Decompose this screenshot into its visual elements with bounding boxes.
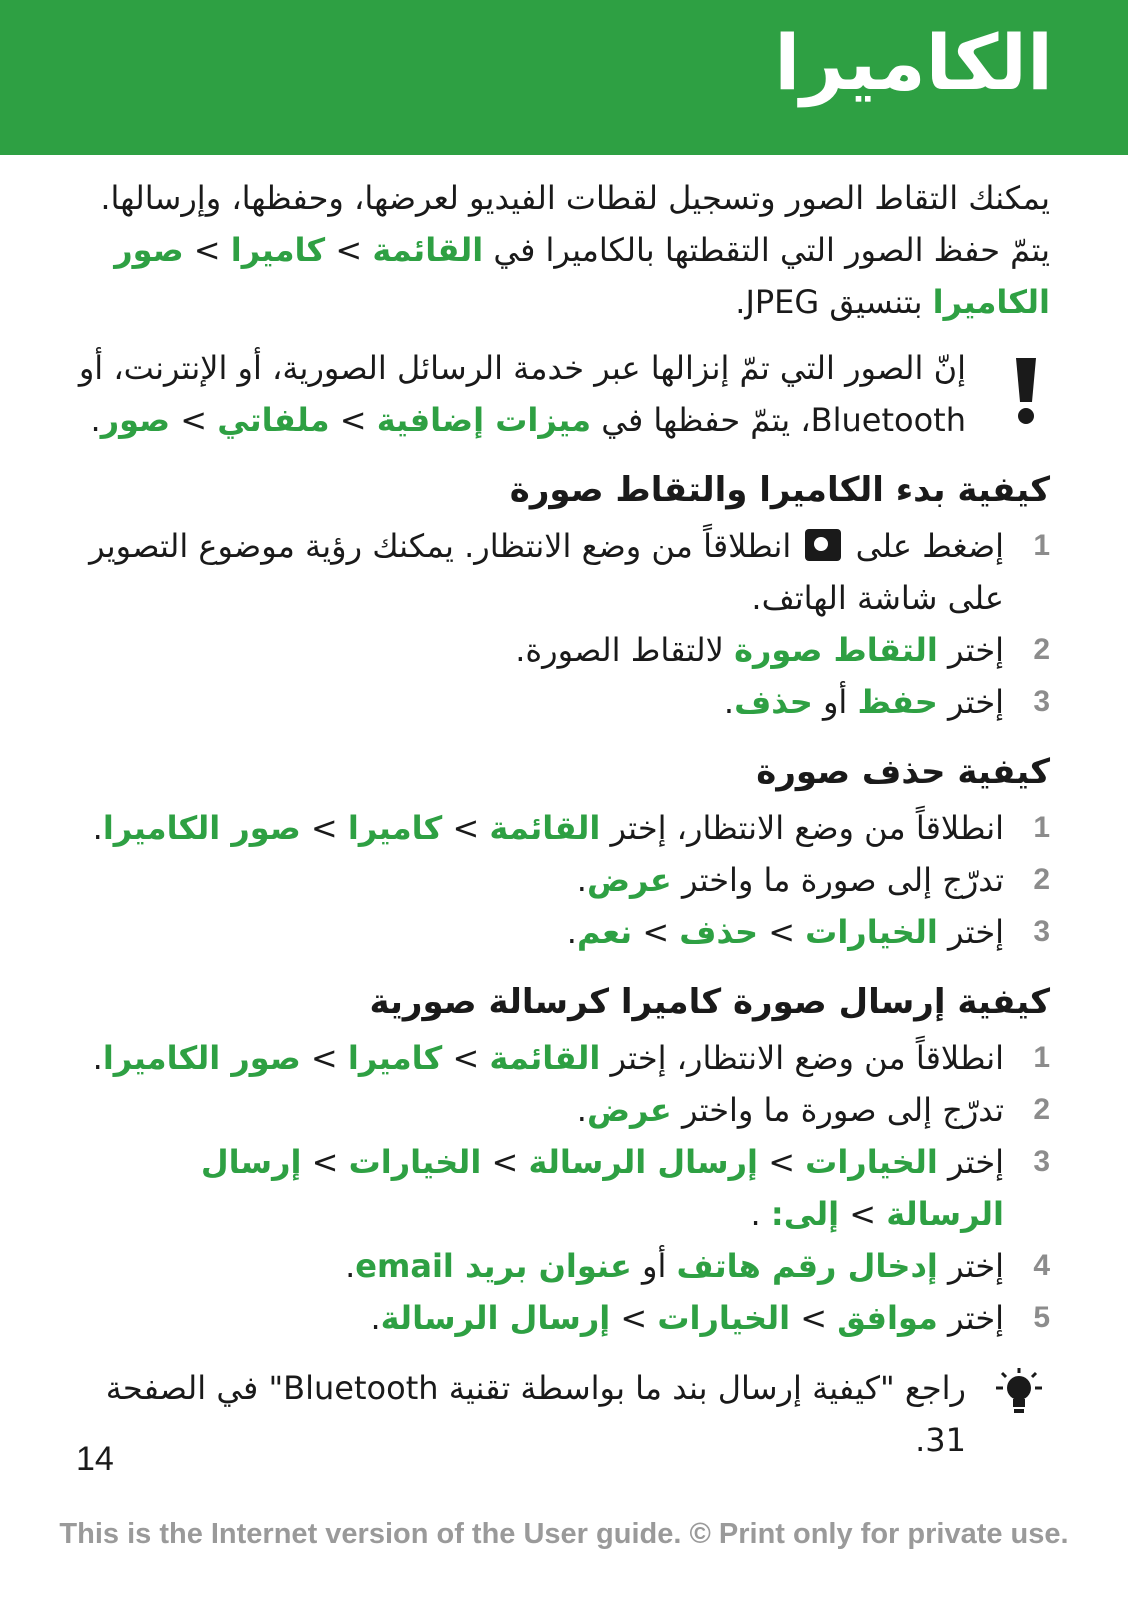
step-row	[78, 624, 1050, 676]
menu-path-link: صور الكاميرا	[102, 809, 301, 847]
lightbulb-icon	[992, 1368, 1046, 1418]
menu-path-link: إدخال رقم هاتف	[676, 1247, 938, 1285]
page-content	[78, 172, 1050, 1466]
menu-path-link: كاميرا	[347, 809, 443, 847]
menu-path-link: القائمة	[489, 1039, 601, 1077]
step-row	[78, 1084, 1050, 1136]
step-plain-text: .	[576, 1091, 587, 1129]
notice-body: إنّ الصور التي تمّ إنزالها عبر خدمة الرسائل الصورية، أو الإنترنت، أو Bluetooth، يتمّ حفظها في	[78, 349, 966, 439]
step-plain-text: إختر	[937, 913, 1004, 951]
path-separator: >	[758, 1143, 806, 1181]
step-row	[78, 1240, 1050, 1292]
step-number: 5	[1033, 1301, 1050, 1334]
menu-path-link: التقاط صورة	[734, 631, 938, 669]
menu-path-link: إرسال الرسالة	[528, 1143, 759, 1181]
instruction-sections	[78, 462, 1050, 1344]
menu-path-link: القائمة	[372, 231, 484, 269]
menu-path-link: صور الكاميرا	[114, 231, 1050, 321]
step-number: 2	[1033, 1093, 1050, 1126]
menu-path-link: القائمة	[489, 809, 601, 847]
menu-path-link: ملفاتي	[217, 401, 330, 439]
step-number: 1	[1033, 529, 1050, 562]
step-number: 1	[1033, 811, 1050, 844]
step-number: 2	[1033, 863, 1050, 896]
menu-path-link: الخيارات	[805, 913, 938, 951]
step-plain-text: تدرّج إلى صورة ما واختر	[671, 1091, 1004, 1129]
path-separator: >	[610, 1299, 658, 1337]
step-number: 3	[1033, 915, 1050, 948]
step-plain-text: إختر	[937, 1247, 1004, 1285]
step-text	[78, 1240, 1004, 1292]
step-number: 3	[1033, 1145, 1050, 1178]
path-separator: >	[300, 1039, 348, 1077]
menu-path-link: حذف	[679, 913, 759, 951]
step-row	[78, 520, 1050, 624]
step-plain-text: أو	[631, 1247, 677, 1285]
path-separator: >	[632, 913, 680, 951]
step-plain-text: أو	[812, 683, 858, 721]
step-text	[78, 802, 1004, 854]
step-plain-text: .	[576, 861, 587, 899]
menu-path-link: الخيارات	[348, 1143, 482, 1181]
path-separator: >	[301, 1143, 349, 1181]
step-text	[78, 1084, 1004, 1136]
notice-block	[78, 342, 1050, 446]
path-separator: >	[481, 1143, 529, 1181]
step-plain-text: انطلاقاً من وضع الانتظار، إختر	[600, 1039, 1004, 1077]
page-number: 14	[76, 1440, 114, 1478]
menu-path-link: موافق	[837, 1299, 938, 1337]
menu-path-link: عنوان بريد email	[355, 1247, 632, 1285]
step-plain-text: .	[345, 1247, 356, 1285]
menu-path-link: إلى:	[770, 1195, 840, 1233]
path-separator: >	[442, 809, 490, 847]
menu-path-link: حفظ	[857, 683, 938, 721]
step-row	[78, 676, 1050, 728]
menu-path-link: صور الكاميرا	[102, 1039, 301, 1077]
step-plain-text: انطلاقاً من وضع الانتظار. يمكنك رؤية موضوع التصوير على شاشة الهاتف.	[89, 527, 1004, 617]
menu-path-link: إرسال الرسالة	[200, 1143, 1004, 1233]
step-plain-text: تدرّج إلى صورة ما واختر	[671, 861, 1004, 899]
step-row	[78, 802, 1050, 854]
tip-block	[78, 1362, 1050, 1466]
step-plain-text: .	[370, 1299, 381, 1337]
step-plain-text: إختر	[937, 683, 1004, 721]
step-row	[78, 1136, 1050, 1240]
step-text	[78, 624, 1004, 676]
intro-text: يتمّ حفظ الصور التي التقطتها بالكاميرا في	[483, 231, 1050, 269]
path-separator: >	[300, 809, 348, 847]
notice-end: .	[90, 401, 101, 439]
intro-paragraph-1: يمكنك التقاط الصور وتسجيل لقطات الفيديو لعرضها، وحفظها، وإرسالها.	[100, 179, 1050, 217]
tip-text: راجع "كيفية إرسال بند ما بواسطة تقنية Bluetooth" في الصفحة 31.	[105, 1369, 966, 1459]
intro-text: بتنسيق JPEG.	[735, 283, 933, 321]
step-plain-text: .	[566, 913, 577, 951]
menu-path-link: كاميرا	[230, 231, 326, 269]
menu-path-link: ميزات إضافية	[376, 401, 592, 439]
menu-path-link: الخيارات	[805, 1143, 938, 1181]
step-plain-text: .	[750, 1195, 771, 1233]
footer-notice: This is the Internet version of the User guide. © Print only for private use.	[59, 1518, 1069, 1550]
section-heading: كيفية إرسال صورة كاميرا كرسالة صورية	[369, 982, 1050, 1022]
exclamation-icon	[1002, 356, 1050, 426]
step-row	[78, 906, 1050, 958]
step-plain-text: انطلاقاً من وضع الانتظار، إختر	[600, 809, 1004, 847]
chapter-title: الكاميرا	[774, 18, 1053, 107]
path-separator: >	[325, 231, 373, 269]
step-row	[78, 854, 1050, 906]
step-text	[78, 520, 1004, 624]
section-heading: كيفية حذف صورة	[756, 752, 1050, 792]
path-separator: >	[442, 1039, 490, 1077]
menu-path-link: عرض	[586, 861, 672, 899]
chapter-banner	[0, 0, 1128, 155]
step-number: 3	[1033, 685, 1050, 718]
menu-path-link: الخيارات	[657, 1299, 791, 1337]
step-row	[78, 1292, 1050, 1344]
step-plain-text: لالتقاط الصورة.	[515, 631, 735, 669]
notice-text	[78, 342, 966, 446]
path-separator: >	[170, 401, 218, 439]
step-text	[78, 1136, 1004, 1240]
step-plain-text: إختر	[937, 1143, 1004, 1181]
step-number: 4	[1033, 1249, 1050, 1282]
step-text	[78, 854, 1004, 906]
step-text	[78, 906, 1004, 958]
step-text	[78, 676, 1004, 728]
path-separator: >	[758, 913, 806, 951]
section-heading: كيفية بدء الكاميرا والتقاط صورة	[509, 470, 1050, 510]
step-plain-text: إضغط على	[845, 527, 1004, 565]
path-separator: >	[183, 231, 231, 269]
intro-paragraph-2	[78, 224, 1050, 328]
step-plain-text: إختر	[937, 631, 1004, 669]
step-plain-text: .	[92, 1039, 103, 1077]
step-number: 2	[1033, 633, 1050, 666]
menu-path-link: عرض	[586, 1091, 672, 1129]
menu-path-link: إرسال الرسالة	[380, 1299, 611, 1337]
step-text	[78, 1032, 1004, 1084]
path-separator: >	[329, 401, 377, 439]
path-separator: >	[839, 1195, 887, 1233]
camera-key-icon	[805, 529, 841, 561]
step-plain-text: .	[92, 809, 103, 847]
menu-path-link: صور	[100, 401, 171, 439]
step-plain-text: .	[723, 683, 735, 721]
step-row	[78, 1032, 1050, 1084]
menu-path-link: كاميرا	[347, 1039, 443, 1077]
menu-path-link: حذف	[734, 683, 813, 721]
step-number: 1	[1033, 1041, 1050, 1074]
step-plain-text: إختر	[937, 1299, 1004, 1337]
menu-path-link: نعم	[576, 913, 633, 951]
path-separator: >	[790, 1299, 838, 1337]
step-text	[78, 1292, 1004, 1344]
